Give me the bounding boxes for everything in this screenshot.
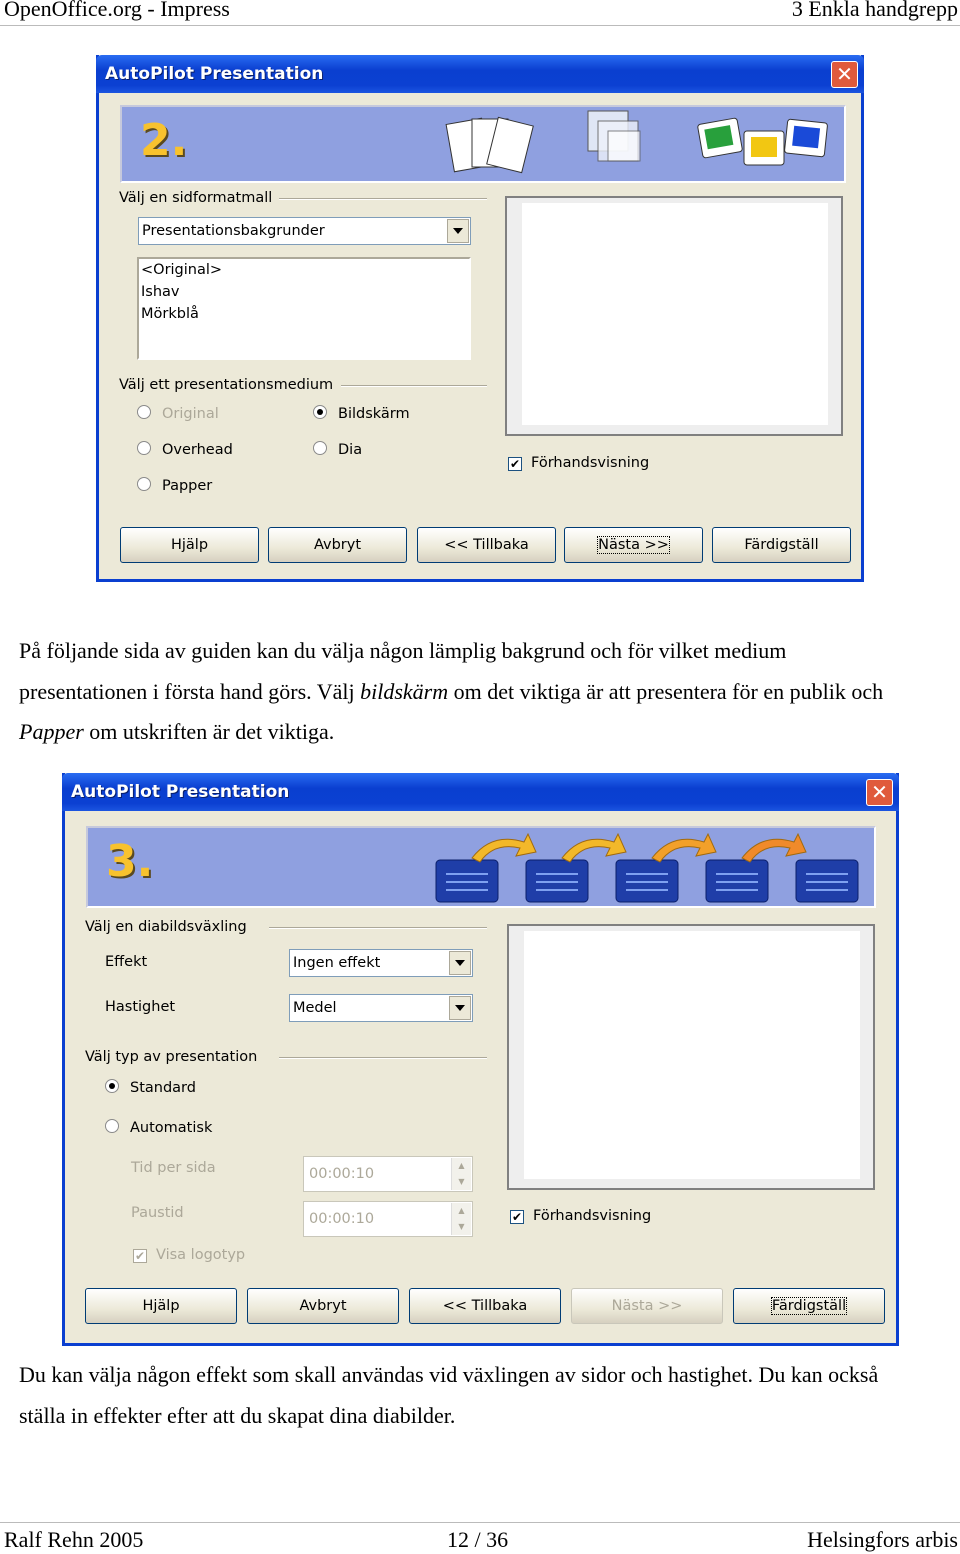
radio-papper[interactable]: Papper <box>137 477 212 494</box>
cancel-button[interactable]: Avbryt <box>247 1288 399 1324</box>
radio-automatic[interactable]: Automatisk <box>105 1119 212 1136</box>
title-bar[interactable] <box>62 773 899 811</box>
type-group-label: Välj typ av presentation <box>85 1049 258 1065</box>
finish-button[interactable]: Färdigställ <box>712 527 851 563</box>
check-icon: ✔ <box>134 1249 146 1263</box>
preview-area <box>523 930 861 1180</box>
page-footer <box>0 1522 960 1554</box>
effect-combo-value: Ingen effekt <box>293 955 381 971</box>
preview-area <box>521 202 829 426</box>
transition-slides-icon <box>432 828 872 908</box>
template-group-label: Välj en sidformatmall <box>119 190 273 206</box>
medium-group-label: Välj ett presentationsmedium <box>119 377 334 393</box>
divider <box>269 927 487 929</box>
chevron-down-icon[interactable] <box>449 996 471 1020</box>
title-bar[interactable] <box>96 55 864 93</box>
divider <box>279 198 487 200</box>
back-button[interactable]: << Tillbaka <box>417 527 556 563</box>
time-per-page-spinner[interactable] <box>303 1156 473 1192</box>
back-button[interactable]: << Tillbaka <box>409 1288 561 1324</box>
transition-group-label: Välj en diabildsväxling <box>85 919 247 935</box>
step-number: 2. <box>140 115 188 166</box>
radio-icon <box>137 441 151 455</box>
spin-arrows-icon[interactable]: ▲ ▼ <box>451 1158 471 1190</box>
chevron-down-icon[interactable] <box>449 951 471 975</box>
paragraph-line: Papper om utskriften är det viktiga. <box>19 719 335 744</box>
dialog-title: AutoPilot Presentation <box>71 782 290 802</box>
autopilot-dialog-step3 <box>62 773 899 1346</box>
step-number: 3. <box>106 836 154 887</box>
effect-label: Effekt <box>105 954 148 970</box>
radio-overhead[interactable]: Overhead <box>137 441 233 458</box>
time-per-page-label: Tid per sida <box>131 1160 216 1176</box>
list-item[interactable]: Mörkblå <box>141 306 199 322</box>
paragraph-2 <box>19 1355 954 1436</box>
radio-icon <box>137 405 151 419</box>
spin-arrows-icon[interactable]: ▲ ▼ <box>451 1203 471 1235</box>
dialog-title: AutoPilot Presentation <box>105 64 324 84</box>
radio-bildskarm[interactable]: Bildskärm <box>313 405 410 422</box>
spinner-value: 00:00:10 <box>309 1211 375 1227</box>
preview-pane <box>505 196 843 436</box>
speed-label: Hastighet <box>105 999 176 1015</box>
preview-pane <box>507 924 875 1190</box>
next-button[interactable]: Nästa >> <box>571 1288 723 1324</box>
show-logo-checkbox[interactable]: ✔ Visa logotyp <box>134 1247 246 1263</box>
close-icon[interactable]: ✕ <box>831 61 858 88</box>
transparency-icon <box>582 107 662 181</box>
cancel-button[interactable]: Avbryt <box>268 527 407 563</box>
effect-combo[interactable] <box>289 949 473 977</box>
next-button[interactable]: Nästa >> <box>564 527 703 563</box>
step-banner <box>120 105 846 183</box>
paragraph-line: presentationen i första hand görs. Välj bildskärm om det viktiga är att presentera för en publik och <box>19 678 884 704</box>
pages-icon <box>442 107 542 181</box>
pause-spinner[interactable] <box>303 1201 473 1237</box>
help-button[interactable]: Hjälp <box>85 1288 237 1324</box>
close-icon[interactable]: ✕ <box>866 779 893 806</box>
paragraph-line: Du kan välja någon effekt som skall användas vid växlingen av sidor och hastighet. Du kan också <box>19 1362 879 1387</box>
paragraph-line: ställa in effekter efter att du skapat dina diabilder. <box>19 1402 456 1428</box>
radio-icon <box>137 477 151 491</box>
radio-icon <box>105 1119 119 1133</box>
paragraph-line: På följande sida av guiden kan du välja någon lämplig bakgrund och för vilket medium <box>19 638 787 663</box>
radio-selected-icon <box>313 405 327 419</box>
footer-author: Ralf Rehn 2005 <box>4 1527 144 1552</box>
template-list[interactable] <box>137 257 471 360</box>
speed-combo-value: Medel <box>293 1000 337 1016</box>
radio-dia[interactable]: Dia <box>313 441 362 458</box>
divider <box>279 1057 487 1059</box>
radio-selected-icon <box>105 1079 119 1093</box>
preview-checkbox[interactable]: ✔ Förhandsvisning <box>511 1208 652 1224</box>
list-item[interactable]: <Original> <box>141 262 223 278</box>
list-item[interactable]: Ishav <box>141 284 180 300</box>
footer-organization: Helsingfors arbis <box>807 1527 958 1552</box>
check-icon: ✔ <box>511 1210 523 1224</box>
divider <box>341 385 487 387</box>
page-number: 12 / 36 <box>447 1527 509 1552</box>
page-header <box>0 0 960 26</box>
header-right: 3 Enkla handgrepp <box>791 0 958 21</box>
chevron-down-icon[interactable] <box>447 219 469 243</box>
spinner-value: 00:00:10 <box>309 1166 375 1182</box>
autopilot-dialog-step2 <box>96 55 864 582</box>
radio-icon <box>313 441 327 455</box>
paragraph-1 <box>19 631 954 753</box>
step-banner <box>86 826 876 908</box>
check-icon: ✔ <box>509 457 521 471</box>
speed-combo[interactable] <box>289 994 473 1022</box>
help-button[interactable]: Hjälp <box>120 527 259 563</box>
preview-checkbox[interactable]: ✔ Förhandsvisning <box>509 455 650 471</box>
finish-button[interactable]: Färdigställ <box>733 1288 885 1324</box>
radio-standard[interactable]: Standard <box>105 1079 196 1096</box>
slides-icon <box>694 107 844 181</box>
template-combo[interactable] <box>138 217 471 245</box>
template-combo-value: Presentationsbakgrunder <box>142 223 325 239</box>
radio-original[interactable]: Original <box>137 405 219 422</box>
pause-label: Paustid <box>131 1205 184 1221</box>
header-left: OpenOffice.org - Impress <box>4 0 230 21</box>
